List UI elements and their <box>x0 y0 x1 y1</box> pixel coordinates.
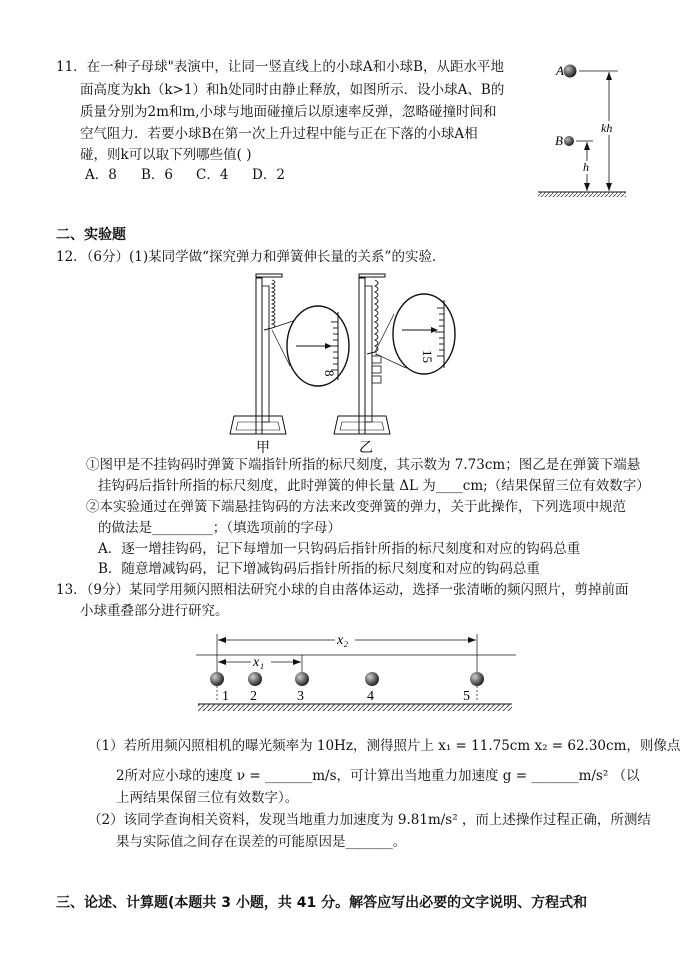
scale-yi-number: 15 <box>420 350 435 363</box>
ball-4 <box>365 672 379 686</box>
q13-line-2: 小球重叠部分进行研究。 <box>80 603 229 619</box>
ball-3 <box>295 672 309 686</box>
q11-line-3: 质量分别为2m和m,小球与地面碰撞后以原速率反弹，忽略碰撞时间和 <box>80 104 497 120</box>
q13-sub2-line-2: 果与实际值之间存在误差的可能原因是_______。 <box>116 834 407 850</box>
q12-spring-figure <box>228 266 468 458</box>
q11-option-d: D．2 <box>252 167 285 183</box>
ball-2-label: 2 <box>250 689 257 704</box>
q12-option-a: A．逐一增挂钩码，记下每增加一只钩码后指针所指的标尺刻度和对应的钩码总重 <box>98 541 581 557</box>
kh-label: kh <box>601 121 613 135</box>
q12-item1-line-1: ①图甲是不挂钩码时弹簧下端指针所指的标尺刻度，其示数为 7.73cm；图乙是在弹簧下端悬 <box>86 457 641 473</box>
scale-jia-number: 8 <box>322 370 337 377</box>
q12-item2-line-2: 的做法是_________；（填选项前的字母） <box>98 520 341 536</box>
q11-line-4: 空气阻力．若要小球B在第一次上升过程中能与正在下落的小球A相 <box>80 126 478 142</box>
ground-hatch <box>198 704 512 711</box>
q11-option-c: C．4 <box>196 167 229 183</box>
apparatus-jia <box>230 274 349 434</box>
q12-option-b: B．随意增减钩码，记下增减钩码后指针所指的标尺刻度和对应的钩码总重 <box>98 561 540 577</box>
q11-option-b: B．6 <box>141 167 174 183</box>
q13-line-1: 13．（9分）某同学用频闪照相法研究小球的自由落体运动，选择一张清晰的频闪照片，剪掉前面 <box>56 582 629 598</box>
ball-5 <box>470 672 484 686</box>
q11-line-2: 面高度为kh（k>1）和h处同时由静止释放，如图所示．设小球A、B的 <box>80 82 505 98</box>
h-label: h <box>583 160 589 174</box>
q13-sub1-line-3: 上两结果保留三位有效数字）。 <box>116 790 299 806</box>
kh-arrow-down <box>606 183 612 191</box>
ground-hatch <box>538 192 626 197</box>
x2-label: x₂ <box>337 633 349 648</box>
q12-item2-line-1: ②本实验通过在弹簧下端悬挂钩码的方法来改变弹簧的弹力，关于此操作，下列选项中规范 <box>86 499 626 515</box>
q12-item1-line-2: 挂钩码后指针所指的标尺刻度，此时弹簧的伸长量 ΔL 为____cm;（结果保留三位有效数字） <box>98 478 650 494</box>
h-arrow-up <box>584 142 590 150</box>
ball-b <box>564 136 574 146</box>
q11-figure <box>536 58 628 204</box>
ball-2 <box>248 672 262 686</box>
kh-arrow-up <box>606 72 612 80</box>
q13-sub2-line-1: （2）该同学查询相关资料，发现当地重力加速度为 9.81m/s² ，而上述操作过程正确，所测结 <box>88 812 651 828</box>
h-arrow-down <box>584 183 590 191</box>
section-3-title: 三、论述、计算题(本题共 3 小题，共 41 分。解答应写出必要的文字说明、方程式和 <box>56 895 588 911</box>
ball-b-label: B <box>555 133 563 148</box>
label-jia: 甲 <box>256 441 270 456</box>
ball-a-label: A <box>556 63 564 78</box>
ball-1-label: 1 <box>222 689 229 704</box>
q11-option-a: A．8 <box>85 167 117 183</box>
q13-sub1-line-2: 2所对应小球的速度 ν = _______m/s，可计算出当地重力加速度 g = _______m/s² （以 <box>116 768 640 784</box>
q13-sub1-line-1: （1）若所用频闪照相机的曝光频率为 10Hz，测得照片上 x₁ = 11.75cm x₂ = 62.30cm，则像点 <box>88 738 681 754</box>
section-2-title: 二、实验题 <box>56 227 126 243</box>
x1-label: x₁ <box>253 655 265 670</box>
q12-line-1: 12．（6分）(1)某同学做“探究弹力和弹簧伸长量的关系”的实验． <box>56 249 446 265</box>
label-yi: 乙 <box>359 441 373 456</box>
q11-line-5: 碰，则k可以取下列哪些值( ) <box>80 147 252 163</box>
ball-a <box>564 65 577 78</box>
ball-4-label: 4 <box>367 689 374 704</box>
q11-line-1: 11．在一种子母球"表演中，让同一竖直线上的小球A和小球B，从距水平地 <box>56 59 505 75</box>
ball-5-label: 5 <box>463 689 470 704</box>
ball-1 <box>210 672 224 686</box>
ball-3-label: 3 <box>297 689 304 704</box>
q13-photo-figure <box>196 628 516 718</box>
apparatus-yi <box>334 274 455 434</box>
